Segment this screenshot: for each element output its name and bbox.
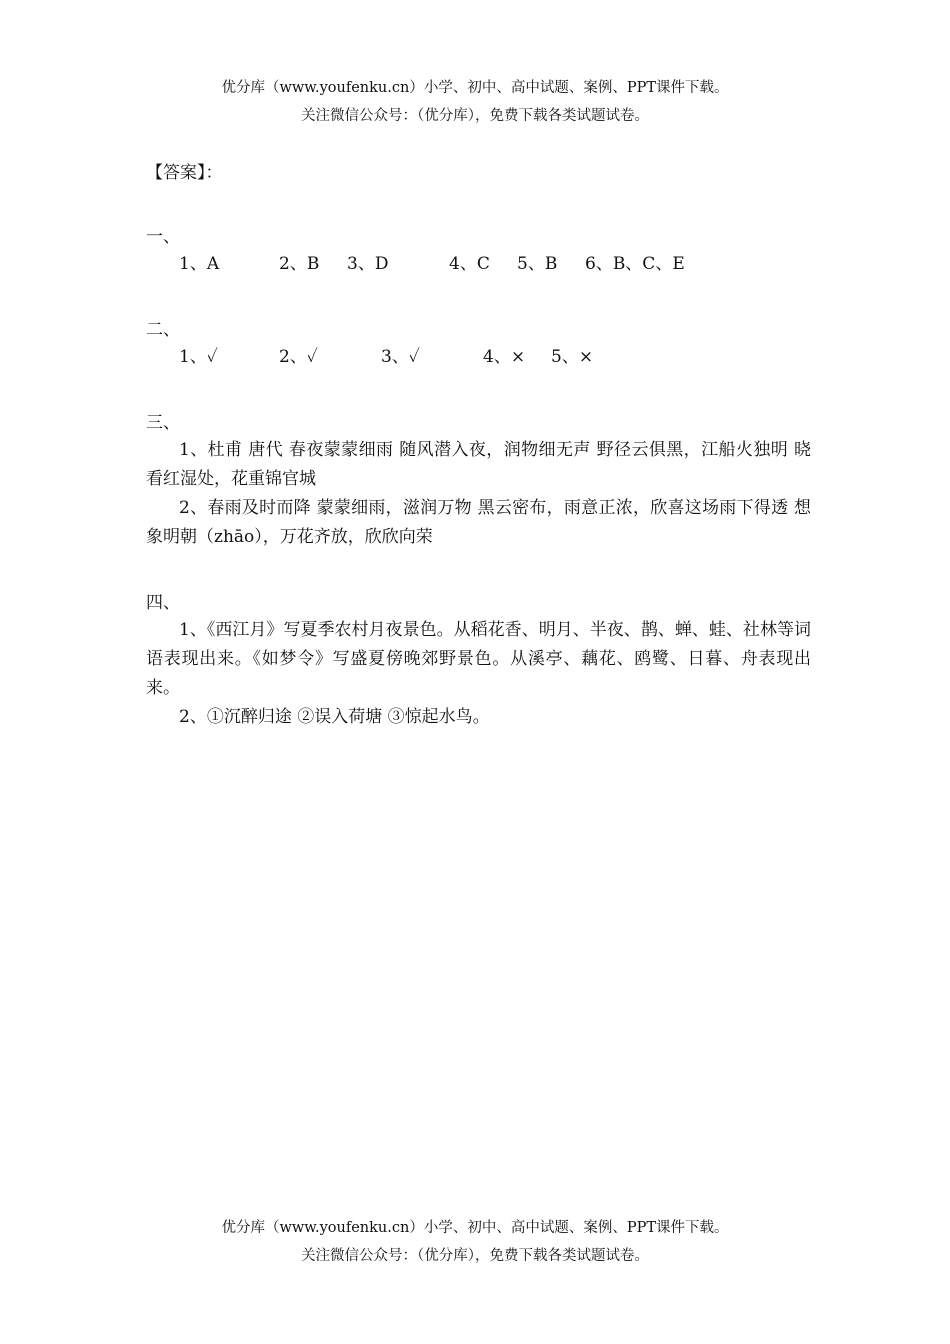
- document-body: [146, 160, 811, 732]
- section-1-title: 一、: [146, 227, 180, 247]
- page-header: [0, 74, 950, 130]
- answer-item: 6、B、C、E: [585, 254, 685, 274]
- answer-item: 5、×: [551, 347, 594, 367]
- section-2-title: 二、: [146, 320, 180, 340]
- answer-item: 1、A: [179, 254, 220, 274]
- answer-item: 4、C: [449, 254, 490, 274]
- section-3-paragraph-1: 1、杜甫 唐代 春夜蒙蒙细雨 随风潜入夜，润物细无声 野径云俱黑，江船火独明 晓看红湿处，花重锦官城: [146, 440, 811, 489]
- page-footer: [0, 1214, 950, 1270]
- section-4-title: 四、: [146, 593, 180, 613]
- footer-line-1: 优分库（www.youfenku.cn）小学、初中、高中试题、案例、PPT课件下载。: [221, 1220, 729, 1236]
- footer-line-2: 关注微信公众号：（优分库），免费下载各类试题试卷。: [301, 1248, 649, 1264]
- answer-item: 1、✓: [179, 347, 218, 367]
- section-3-title: 三、: [146, 413, 180, 433]
- header-line-2: 关注微信公众号：（优分库），免费下载各类试题试卷。: [301, 108, 649, 124]
- answer-item: 5、B: [517, 254, 558, 274]
- answer-item: 2、✓: [279, 347, 318, 367]
- header-line-1: 优分库（www.youfenku.cn）小学、初中、高中试题、案例、PPT课件下载。: [221, 80, 729, 96]
- section-1-answers: [146, 250, 811, 279]
- answer-item: 2、B: [279, 254, 320, 274]
- answer-item: 3、D: [347, 254, 389, 274]
- answer-item: 4、×: [483, 347, 526, 367]
- answer-item: 3、✓: [381, 347, 420, 367]
- section-4-paragraph-2: 2、①沉醉归途 ②误入荷塘 ③惊起水鸟。: [179, 707, 490, 727]
- section-4-paragraph-1: 1、《西江月》写夏季农村月夜景色。从稻花香、明月、半夜、鹊、蝉、蛙、社林等词语表现出来。《如梦令》写盛夏傍晚郊野景色。从溪亭、藕花、鸥鹭、日暮、舟表现出来。: [146, 620, 811, 698]
- answer-title: 【答案】：: [146, 163, 223, 183]
- section-3-paragraph-2: 2、春雨及时而降 蒙蒙细雨，滋润万物 黑云密布，雨意正浓，欣喜这场雨下得透 想象明朝（zhāo），万花齐放，欣欣向荣: [146, 498, 811, 547]
- section-2-answers: [146, 343, 811, 372]
